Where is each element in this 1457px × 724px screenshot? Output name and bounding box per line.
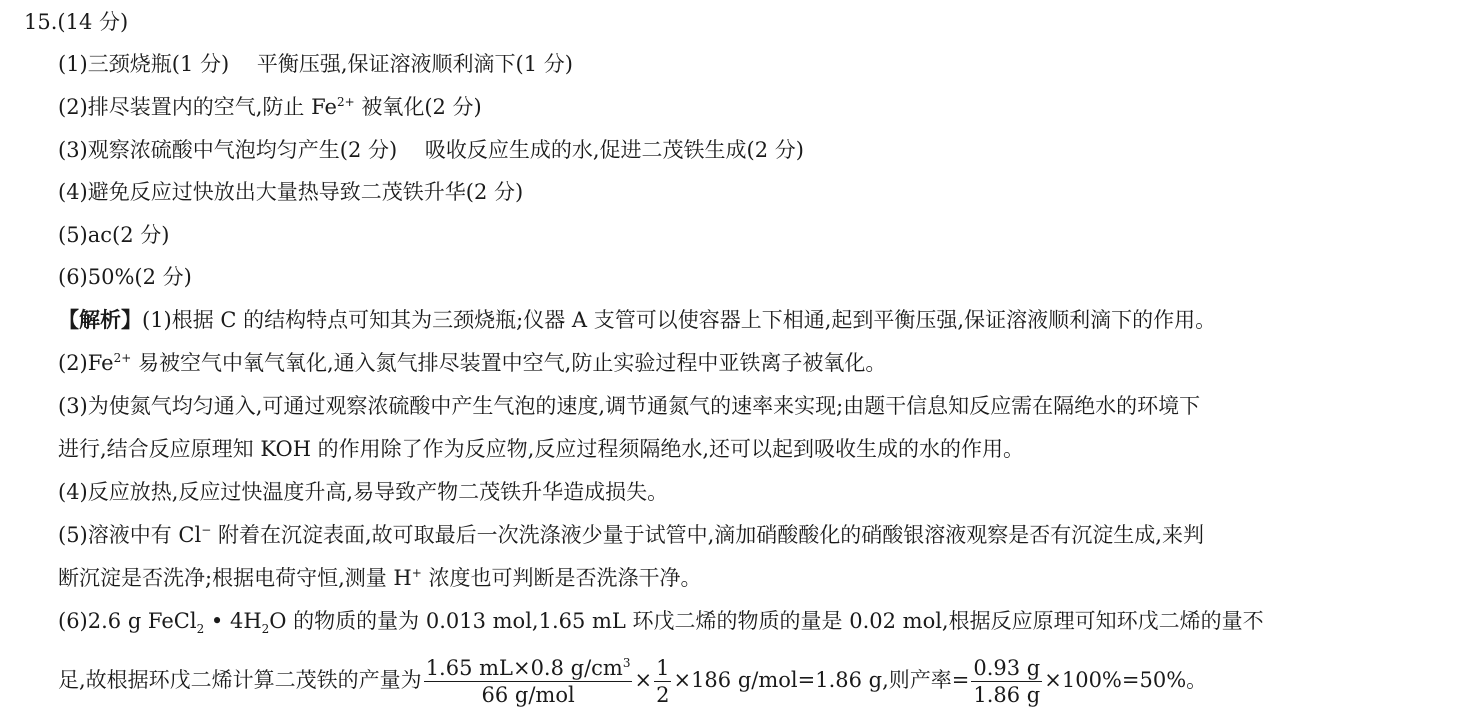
question-number-score: 15.(14 分): [24, 10, 129, 34]
analysis-p6-b: • 4H: [204, 609, 262, 633]
analysis-p6-line2-text: 足,故根据环戊二烯计算二茂铁的产量为: [58, 668, 422, 692]
answer-1-text: (1)三颈烧瓶(1 分) 平衡压强,保证溶液顺利滴下(1 分): [58, 52, 573, 76]
analysis-p1-text: (1)根据 C 的结构特点可知其为三颈烧瓶;仪器 A 支管可以使容器上下相通,起到平衡压强,保证溶液顺利滴下的作用。: [142, 308, 1217, 332]
analysis-p3-line2-text: 进行,结合反应原理知 KOH 的作用除了作为反应物,反应过程须隔绝水,还可以起到吸收生成的水的作用。: [58, 437, 1025, 461]
analysis-p6-c: O 的物质的量为 0.013 mol,1.65 mL 环戊二烯的物质的量是 0.02 mol,根据反应原理可知环戊二烯的量不: [269, 609, 1264, 633]
times-sign: ×: [634, 668, 653, 692]
analysis-p4-text: (4)反应放热,反应过快温度升高,易导致产物二茂铁升华造成损失。: [58, 480, 669, 504]
analysis-tag: 【解析】: [58, 307, 142, 332]
analysis-p3-line1: [58, 392, 1200, 420]
answer-1: [58, 50, 573, 78]
analysis-p2-post: 易被空气中氧气氧化,通入氮气排尽装置中空气,防止实验过程中亚铁离子被氧化。: [131, 351, 887, 375]
fraction-1-numerator: [424, 655, 633, 682]
analysis-p6-tail: ×100%=50%。: [1044, 668, 1208, 692]
analysis-p6-line2: [58, 650, 1207, 710]
fraction-half: [654, 655, 671, 708]
analysis-p4: [58, 478, 668, 506]
fraction-3-numerator: 0.93 g: [973, 656, 1041, 680]
analysis-p5-superscript: −: [201, 523, 212, 537]
analysis-p1: [58, 306, 1216, 334]
analysis-p5-line1: [58, 521, 1204, 549]
analysis-p5-line2-post: 浓度也可判断是否洗涤干净。: [421, 566, 702, 590]
analysis-p2-pre: (2)Fe: [58, 351, 114, 375]
fraction-3-denominator: 1.86 g: [973, 683, 1041, 707]
analysis-p5-line1-post: 附着在沉淀表面,故可取最后一次洗涤液少量于试管中,滴加硝酸酸化的硝酸银溶液观察是否有沉淀生成,来判: [211, 523, 1204, 547]
fraction-yield-rate: [971, 655, 1042, 708]
answer-5-text: (5)ac(2 分): [58, 223, 170, 247]
answer-2-superscript: 2+: [336, 95, 355, 109]
fraction-2-numerator: 1: [656, 656, 670, 680]
fraction-1-numerator-text: 1.65 mL×0.8 g/cm: [425, 656, 623, 680]
question-header: [24, 8, 128, 36]
analysis-p6-a: (6)2.6 g FeCl: [58, 609, 197, 633]
fraction-1-numerator-superscript: 3: [622, 656, 631, 670]
answer-4-text: (4)避免反应过快放出大量热导致二茂铁升华(2 分): [58, 180, 524, 204]
answer-2-text-post: 被氧化(2 分): [354, 95, 482, 119]
answer-3: [58, 136, 804, 164]
answer-2: [58, 93, 482, 121]
answer-5: [58, 221, 169, 249]
answer-2-text-pre: (2)排尽装置内的空气,防止 Fe: [58, 95, 337, 119]
analysis-p6-subscript-2: 2: [261, 622, 270, 637]
analysis-p6-subscript-1: 2: [196, 622, 205, 637]
answer-3-text: (3)观察浓硫酸中气泡均匀产生(2 分) 吸收反应生成的水,促进二茂铁生成(2 分): [58, 138, 804, 162]
analysis-p3-line1-text: (3)为使氮气均匀通入,可通过观察浓硫酸中产生气泡的速度,调节通氮气的速率来实现;由题干信息知反应需在隔绝水的环境下: [58, 394, 1201, 418]
analysis-p6-line1: [58, 607, 1264, 635]
fraction-yield-mass: [424, 655, 633, 708]
analysis-p5-line2: [58, 564, 702, 592]
fraction-1-denominator: 66 g/mol: [481, 683, 575, 707]
analysis-p2-superscript: 2+: [113, 351, 132, 365]
analysis-p5-line2-superscript: +: [411, 566, 422, 580]
fraction-2-denominator: 2: [656, 683, 670, 707]
answer-6-text: (6)50%(2 分): [58, 265, 192, 289]
answer-6: [58, 263, 192, 291]
analysis-p5-line1-pre: (5)溶液中有 Cl: [58, 523, 202, 547]
analysis-p5-line2-pre: 断沉淀是否洗净;根据电荷守恒,测量 H: [58, 566, 412, 590]
analysis-p3-line2: [58, 435, 1024, 463]
analysis-p6-middle-text: ×186 g/mol=1.86 g,则产率=: [673, 668, 970, 692]
analysis-p2: [58, 349, 886, 377]
answer-4: [58, 178, 523, 206]
